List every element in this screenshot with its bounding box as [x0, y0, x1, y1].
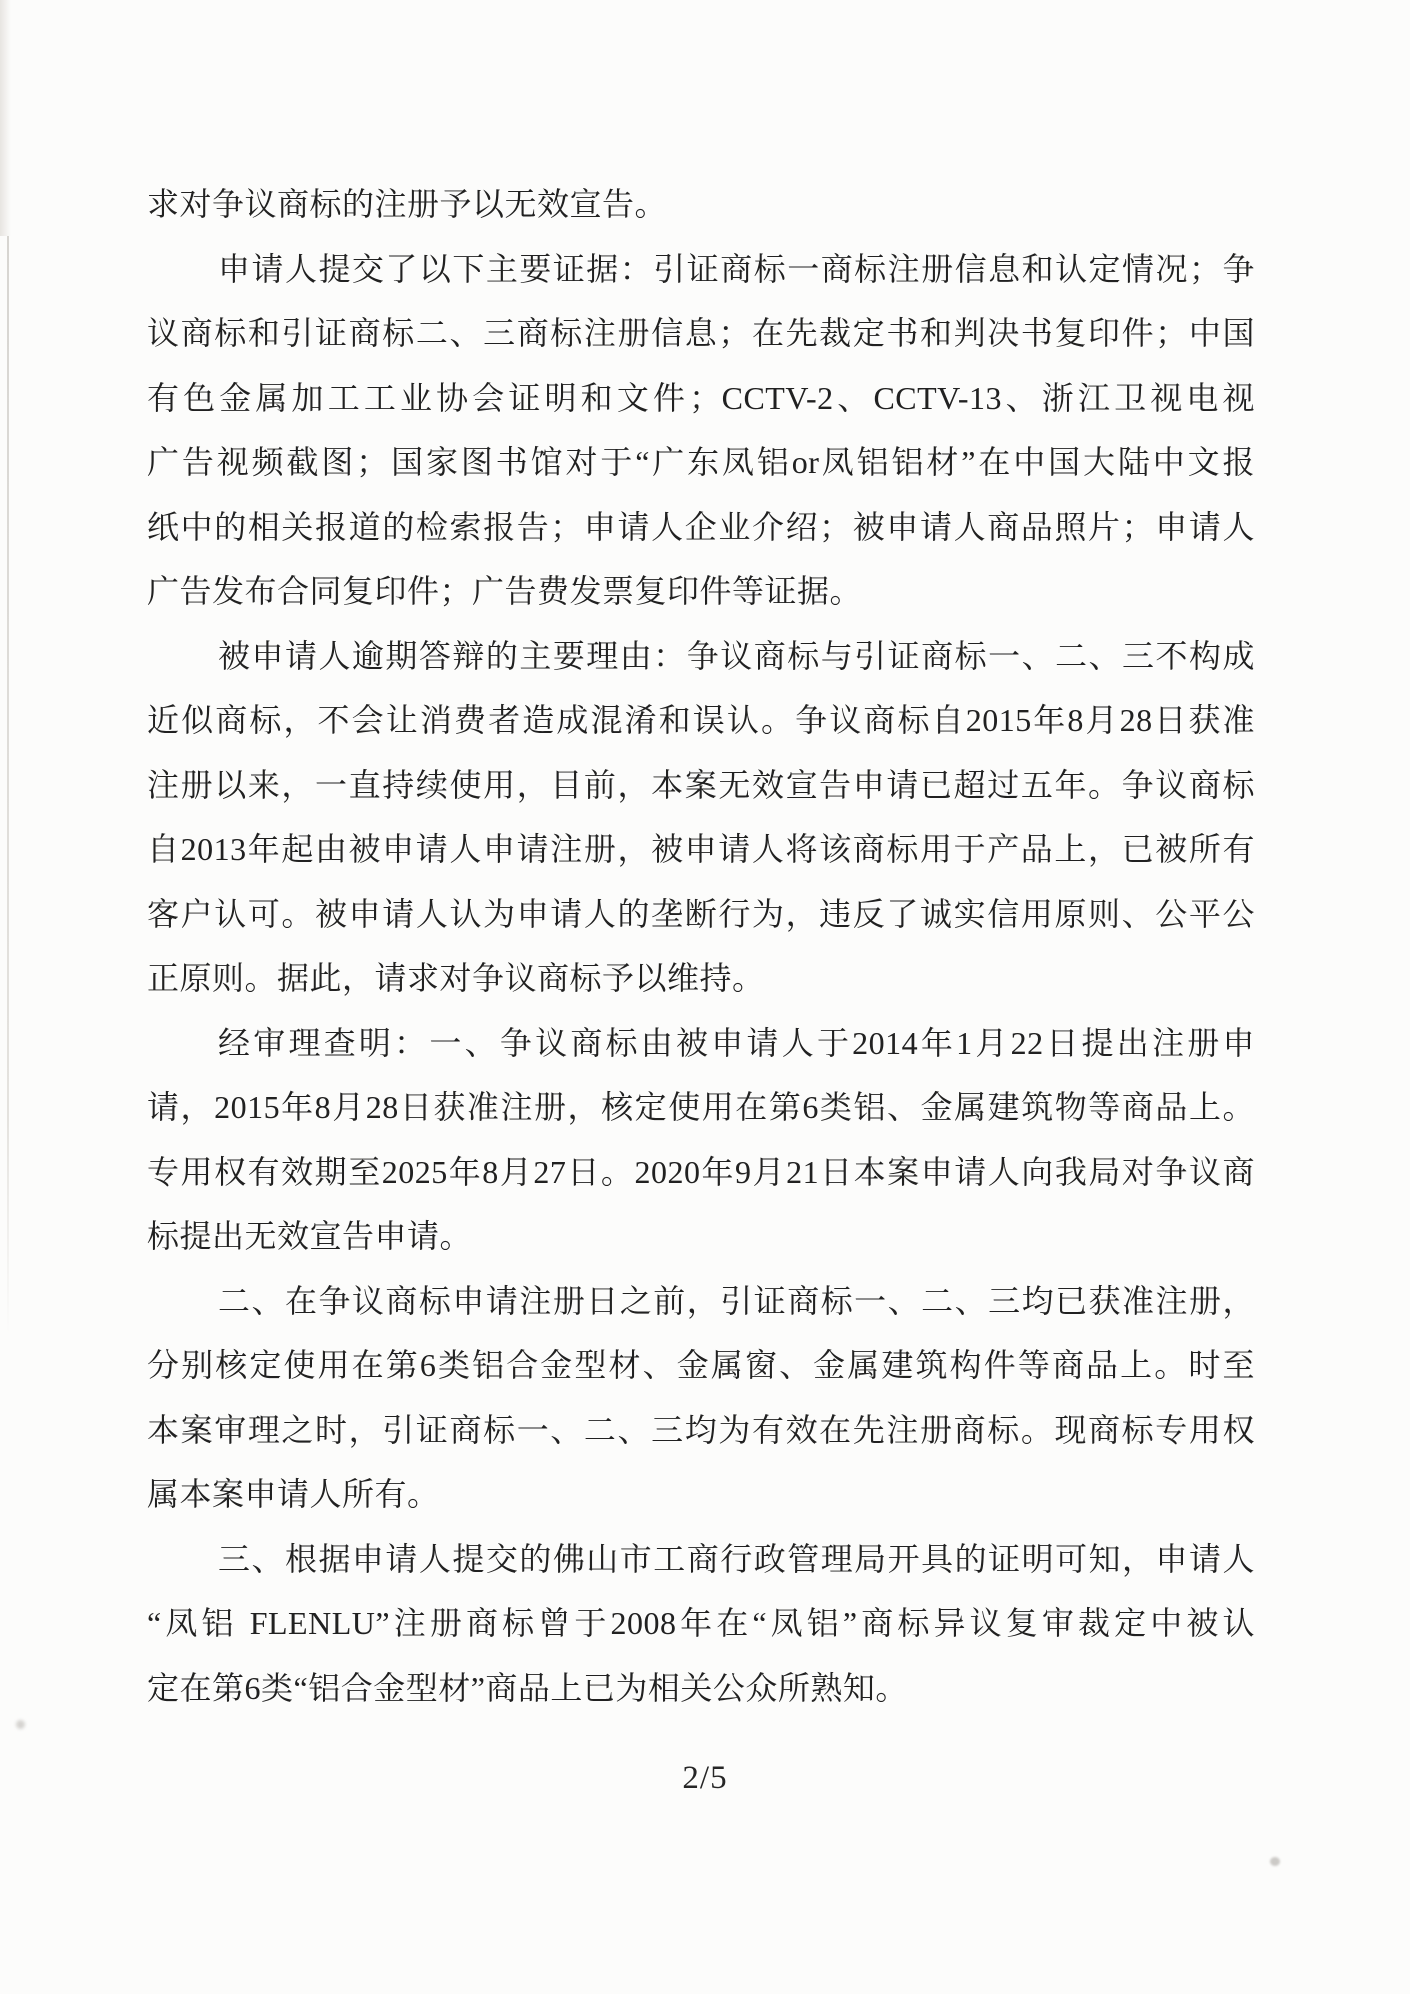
scan-speck [1270, 1857, 1280, 1866]
text-line: 分别核定使用在第6类铝合金型材、金属窗、金属建筑构件等商品上。时至 [147, 1347, 1255, 1383]
text-line: 纸中的相关报道的检索报告；申请人企业介绍；被申请人商品照片；申请人 [147, 508, 1255, 545]
scan-artifact-left-line [7, 236, 9, 1336]
text-line: 有色金属加工工业协会证明和文件；CCTV-2、CCTV-13、浙江卫视电视 [147, 379, 1255, 416]
text-line: 广告发布合同复印件；广告费发票复印件等证据。 [147, 573, 863, 609]
text-line: 被申请人逾期答辩的主要理由：争议商标与引证商标一、二、三不构成 [218, 637, 1255, 674]
text-line: 求对争议商标的注册予以无效宣告。 [147, 186, 668, 222]
text-line: 经审理查明：一、争议商标由被申请人于2014年1月22日提出注册申 [218, 1024, 1255, 1061]
text-line: 属本案申请人所有。 [147, 1476, 440, 1512]
text-line: 广告视频截图；国家图书馆对于“广东凤铝or凤铝铝材”在中国大陆中文报 [147, 444, 1255, 480]
text-line: 二、在争议商标申请注册日之前，引证商标一、二、三均已获准注册， [218, 1282, 1255, 1319]
text-line: “凤铝 FLENLU”注册商标曾于2008年在“凤铝”商标异议复审裁定中被认 [147, 1605, 1255, 1641]
text-line: 正原则。据此，请求对争议商标予以维持。 [147, 960, 765, 996]
text-line: 三、根据申请人提交的佛山市工商行政管理局开具的证明可知，申请人 [218, 1540, 1255, 1577]
text-line: 专用权有效期至2025年8月27日。2020年9月21日本案申请人向我局对争议商 [147, 1153, 1255, 1190]
page-number: 2/5 [682, 1760, 728, 1796]
text-line: 定在第6类“铝合金型材”商品上已为相关公众所熟知。 [147, 1669, 908, 1706]
text-line: 注册以来，一直持续使用，目前，本案无效宣告申请已超过五年。争议商标 [147, 766, 1255, 803]
document-body [147, 172, 1255, 1720]
text-line: 申请人提交了以下主要证据：引证商标一商标注册信息和认定情况；争 [218, 250, 1255, 287]
text-line: 自2013年起由被申请人申请注册，被申请人将该商标用于产品上，已被所有 [147, 831, 1255, 867]
text-line: 近似商标，不会让消费者造成混淆和误认。争议商标自2015年8月28日获准 [147, 702, 1255, 738]
scan-speck [16, 1720, 25, 1729]
text-line: 请，2015年8月28日获准注册，核定使用在第6类铝、金属建筑物等商品上。 [147, 1089, 1255, 1125]
scan-artifact-left-strip [0, 0, 11, 236]
text-line: 标提出无效宣告申请。 [147, 1218, 473, 1254]
text-line: 议商标和引证商标二、三商标注册信息；在先裁定书和判决书复印件；中国 [147, 315, 1255, 351]
text-line: 本案审理之时，引证商标一、二、三均为有效在先注册商标。现商标专用权 [147, 1411, 1255, 1448]
text-line: 客户认可。被申请人认为申请人的垄断行为，违反了诚实信用原则、公平公 [147, 895, 1255, 932]
